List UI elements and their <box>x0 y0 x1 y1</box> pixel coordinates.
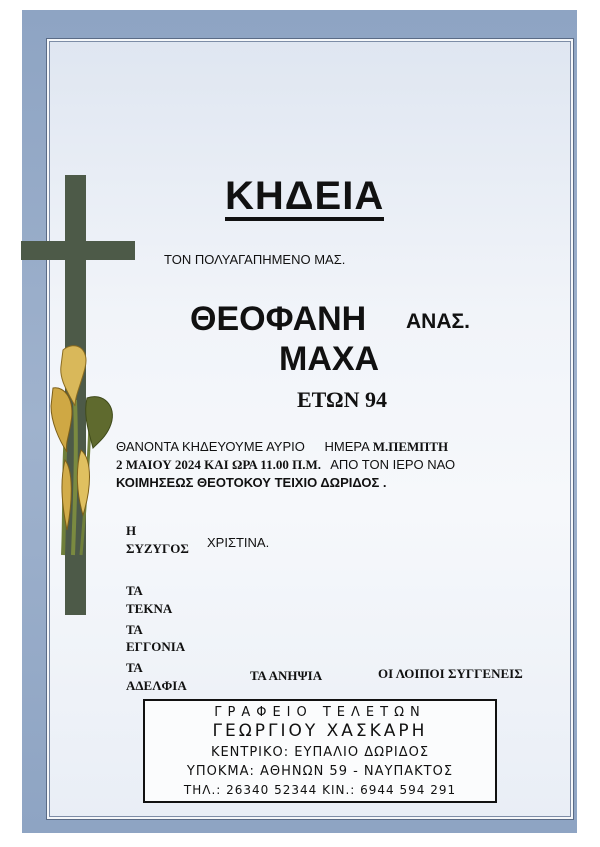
children-label: ΤΕΚΝΑ <box>126 601 173 616</box>
spouse-name: ΧΡΙΣΤΙΝΑ. <box>207 535 270 550</box>
funeral-details-line-1 <box>116 439 448 455</box>
office-main-address: ΚΕΝΤΡΙΚΟ: ΕΥΠΑΛΙΟ ΔΩΡΙΔΟΣ <box>210 745 430 760</box>
deceased-patronymic: ΑΝΑΣ. <box>406 310 470 333</box>
calla-lily-icon <box>45 340 125 570</box>
cross-arm <box>21 241 135 260</box>
relatives-label: ΟΙ ΛΟΙΠΟΙ ΣΥΓΓΕΝΕΙΣ <box>378 666 523 681</box>
intro-text: ΤΟΝ ΠΟΛΥΑΓΑΠΗΜΕΝΟ ΜΑΣ. <box>164 252 346 267</box>
funeral-details-line-2 <box>116 457 455 473</box>
office-branch-address: ΥΠΟΚΜΑ: ΑΘΗΝΩΝ 59 - ΝΑΥΠΑΚΤΟΣ <box>186 764 454 779</box>
funeral-office-box <box>143 699 497 803</box>
line2-date-time: 2 ΜΑΙΟΥ 2024 ΚΑΙ ΩΡΑ 11.00 Π.Μ. <box>116 457 321 472</box>
siblings-article: ΤΑ <box>126 660 143 675</box>
line1-text: ΘΑΝΟΝΤΑ ΚΗΔΕΥΟΥΜΕ ΑΥΡΙΟ <box>116 439 305 454</box>
spouse-article: Η <box>126 523 137 538</box>
deceased-first-name: ΘΕΟΦΑΝΗ <box>190 300 367 338</box>
deceased-age: ΕΤΩΝ 94 <box>297 387 387 412</box>
deceased-surname: ΜΑΧΑ <box>279 340 380 378</box>
office-name: ΓΕΩΡΓΙΟΥ ΧΑΣΚΑΡΗ <box>212 721 428 741</box>
children-article: ΤΑ <box>126 583 143 598</box>
office-line-1: ΓΡΑΦΕΙΟ ΤΕΛΕΤΩΝ <box>214 705 426 720</box>
siblings-label: ΑΔΕΛΦΙΑ <box>126 678 187 693</box>
line1-day-label: ΗΜΕΡΑ <box>324 439 370 454</box>
spouse-label: ΣΥΖΥΓΟΣ <box>126 541 189 556</box>
funeral-church: ΚΟΙΜΗΣΕΩΣ ΘΕΟΤΟΚΟΥ ΤΕΙΧΙΟ ΔΩΡΙΔΟΣ . <box>116 475 387 490</box>
line2-church-label: ΑΠΟ ΤΟΝ ΙΕΡΟ ΝΑΟ <box>330 457 456 472</box>
grandchildren-label: ΕΓΓΟΝΙΑ <box>126 639 186 654</box>
notice-title: ΚΗΔΕΙΑ <box>225 176 384 221</box>
nephews-label: ΤΑ ΑΝΗΨΙΑ <box>250 668 323 683</box>
grandchildren-article: ΤΑ <box>126 622 143 637</box>
line1-day: Μ.ΠΕΜΠΤΗ <box>372 439 449 454</box>
office-phones: ΤΗΛ.: 26340 52344 ΚΙΝ.: 6944 594 291 <box>183 783 457 797</box>
